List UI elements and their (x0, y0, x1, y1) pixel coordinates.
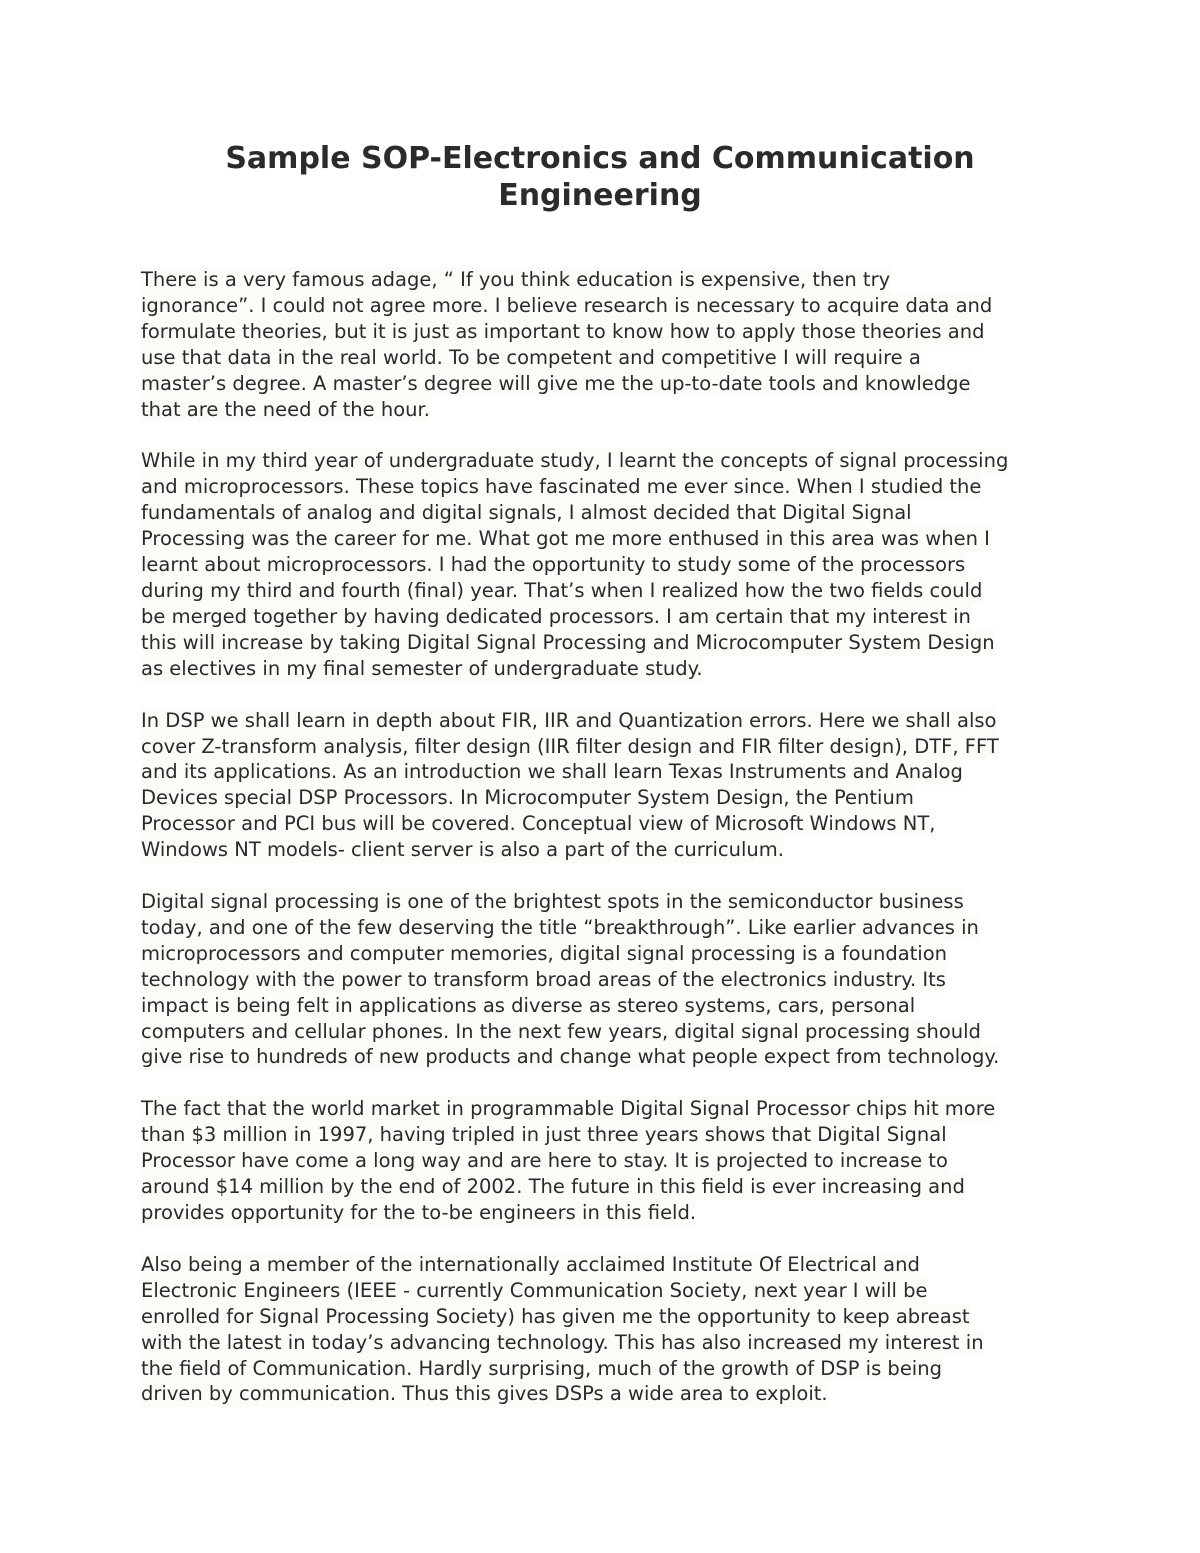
paragraph-line: and its applications. As an introduction we shall learn Texas Instruments and Analog (141, 760, 963, 784)
paragraph-line: today, and one of the few deserving the title “breakthrough”. Like earlier advances in (141, 915, 979, 939)
paragraph-line: There is a very famous adage, “ If you think education is expensive, then try (141, 268, 891, 291)
paragraph-line: than $3 million in 1997, having tripled in just three years shows that Digital Signal (141, 1123, 947, 1147)
paragraph-line: learnt about microprocessors. I had the opportunity to study some of the processors (141, 553, 966, 577)
paragraph-line: with the latest in today’s advancing technology. This has also increased my interest in (141, 1330, 984, 1354)
paragraph-line: impact is being felt in applications as diverse as stereo systems, cars, personal (141, 993, 916, 1017)
paragraph-dsp-impact (141, 889, 1071, 1070)
paragraph-line: that are the need of the hour. (141, 397, 430, 421)
title-line: Sample SOP-Electronics and Communication (225, 141, 975, 176)
paragraph-undergraduate-study (141, 448, 1071, 681)
paragraph-line: fundamentals of analog and digital signals, I almost decided that Digital Signal (141, 501, 912, 525)
paragraph-line: and microprocessors. These topics have fascinated me ever since. When I studied the (141, 475, 982, 499)
paragraph-line: give rise to hundreds of new products and change what people expect from technology. (141, 1045, 1000, 1069)
paragraph-line: as electives in my final semester of undergraduate study. (141, 656, 703, 680)
paragraph-line: master’s degree. A master’s degree will give me the up-to-date tools and knowledge (141, 371, 971, 395)
paragraph-line: the field of Communication. Hardly surprising, much of the growth of DSP is being (141, 1356, 942, 1380)
paragraph-line: be merged together by having dedicated processors. I am certain that my interest in (141, 604, 971, 628)
document-title (150, 140, 1050, 214)
paragraph-line: driven by communication. Thus this gives DSPs a wide area to exploit. (141, 1382, 828, 1406)
paragraph-line: computers and cellular phones. In the next few years, digital signal processing should (141, 1019, 981, 1043)
paragraph-market (141, 1096, 1071, 1226)
paragraph-line: While in my third year of undergraduate study, I learnt the concepts of signal processing (141, 449, 1009, 473)
paragraph-line: Electronic Engineers (IEEE - currently Communication Society, next year I will be (141, 1278, 928, 1302)
paragraph-line: microprocessors and computer memories, digital signal processing is a foundation (141, 941, 948, 965)
paragraph-line: formulate theories, but it is just as important to know how to apply those theories and (141, 319, 985, 343)
paragraph-line: Processor have come a long way and are here to stay. It is projected to increase to (141, 1149, 948, 1173)
paragraph-line: Processor and PCI bus will be covered. Conceptual view of Microsoft Windows NT, (141, 812, 936, 836)
paragraph-line: around $14 million by the end of 2002. The future in this field is ever increasing and (141, 1175, 965, 1199)
paragraph-line: The fact that the world market in programmable Digital Signal Processor chips hit more (141, 1097, 996, 1121)
paragraph-line: use that data in the real world. To be competent and competitive I will require a (141, 345, 921, 369)
paragraph-dsp-curriculum (141, 708, 1071, 863)
paragraph-line: during my third and fourth (final) year. That’s when I realized how the two fields could (141, 578, 983, 602)
paragraph-line: In DSP we shall learn in depth about FIR, IIR and Quantization errors. Here we shall also (141, 708, 997, 732)
paragraph-line: Windows NT models- client server is also a part of the curriculum. (141, 838, 784, 862)
paragraph-line: Digital signal processing is one of the brightest spots in the semiconductor business (141, 890, 964, 914)
title-line: Engineering (498, 178, 702, 213)
paragraph-line: Also being a member of the internationally acclaimed Institute Of Electrical and (141, 1252, 920, 1276)
paragraph-line: technology with the power to transform broad areas of the electronics industry. Its (141, 967, 946, 991)
paragraph-line: ignorance”. I could not agree more. I believe research is necessary to acquire data and (141, 293, 993, 317)
paragraph-ieee (141, 1252, 1071, 1407)
document-body (141, 267, 1071, 1433)
paragraph-line: provides opportunity for the to-be engineers in this field. (141, 1201, 697, 1224)
paragraph-line: Processing was the career for me. What got me more enthused in this area was when I (141, 527, 990, 551)
paragraph-line: cover Z-transform analysis, filter design (IIR filter design and FIR filter design), DTF, FFT (141, 734, 999, 758)
paragraph-line: this will increase by taking Digital Signal Processing and Microcomputer System Design (141, 630, 995, 654)
paragraph-line: Devices special DSP Processors. In Microcomputer System Design, the Pentium (141, 786, 914, 810)
paragraph-line: enrolled for Signal Processing Society) has given me the opportunity to keep abreast (141, 1304, 970, 1328)
paragraph-intro (141, 267, 1071, 422)
